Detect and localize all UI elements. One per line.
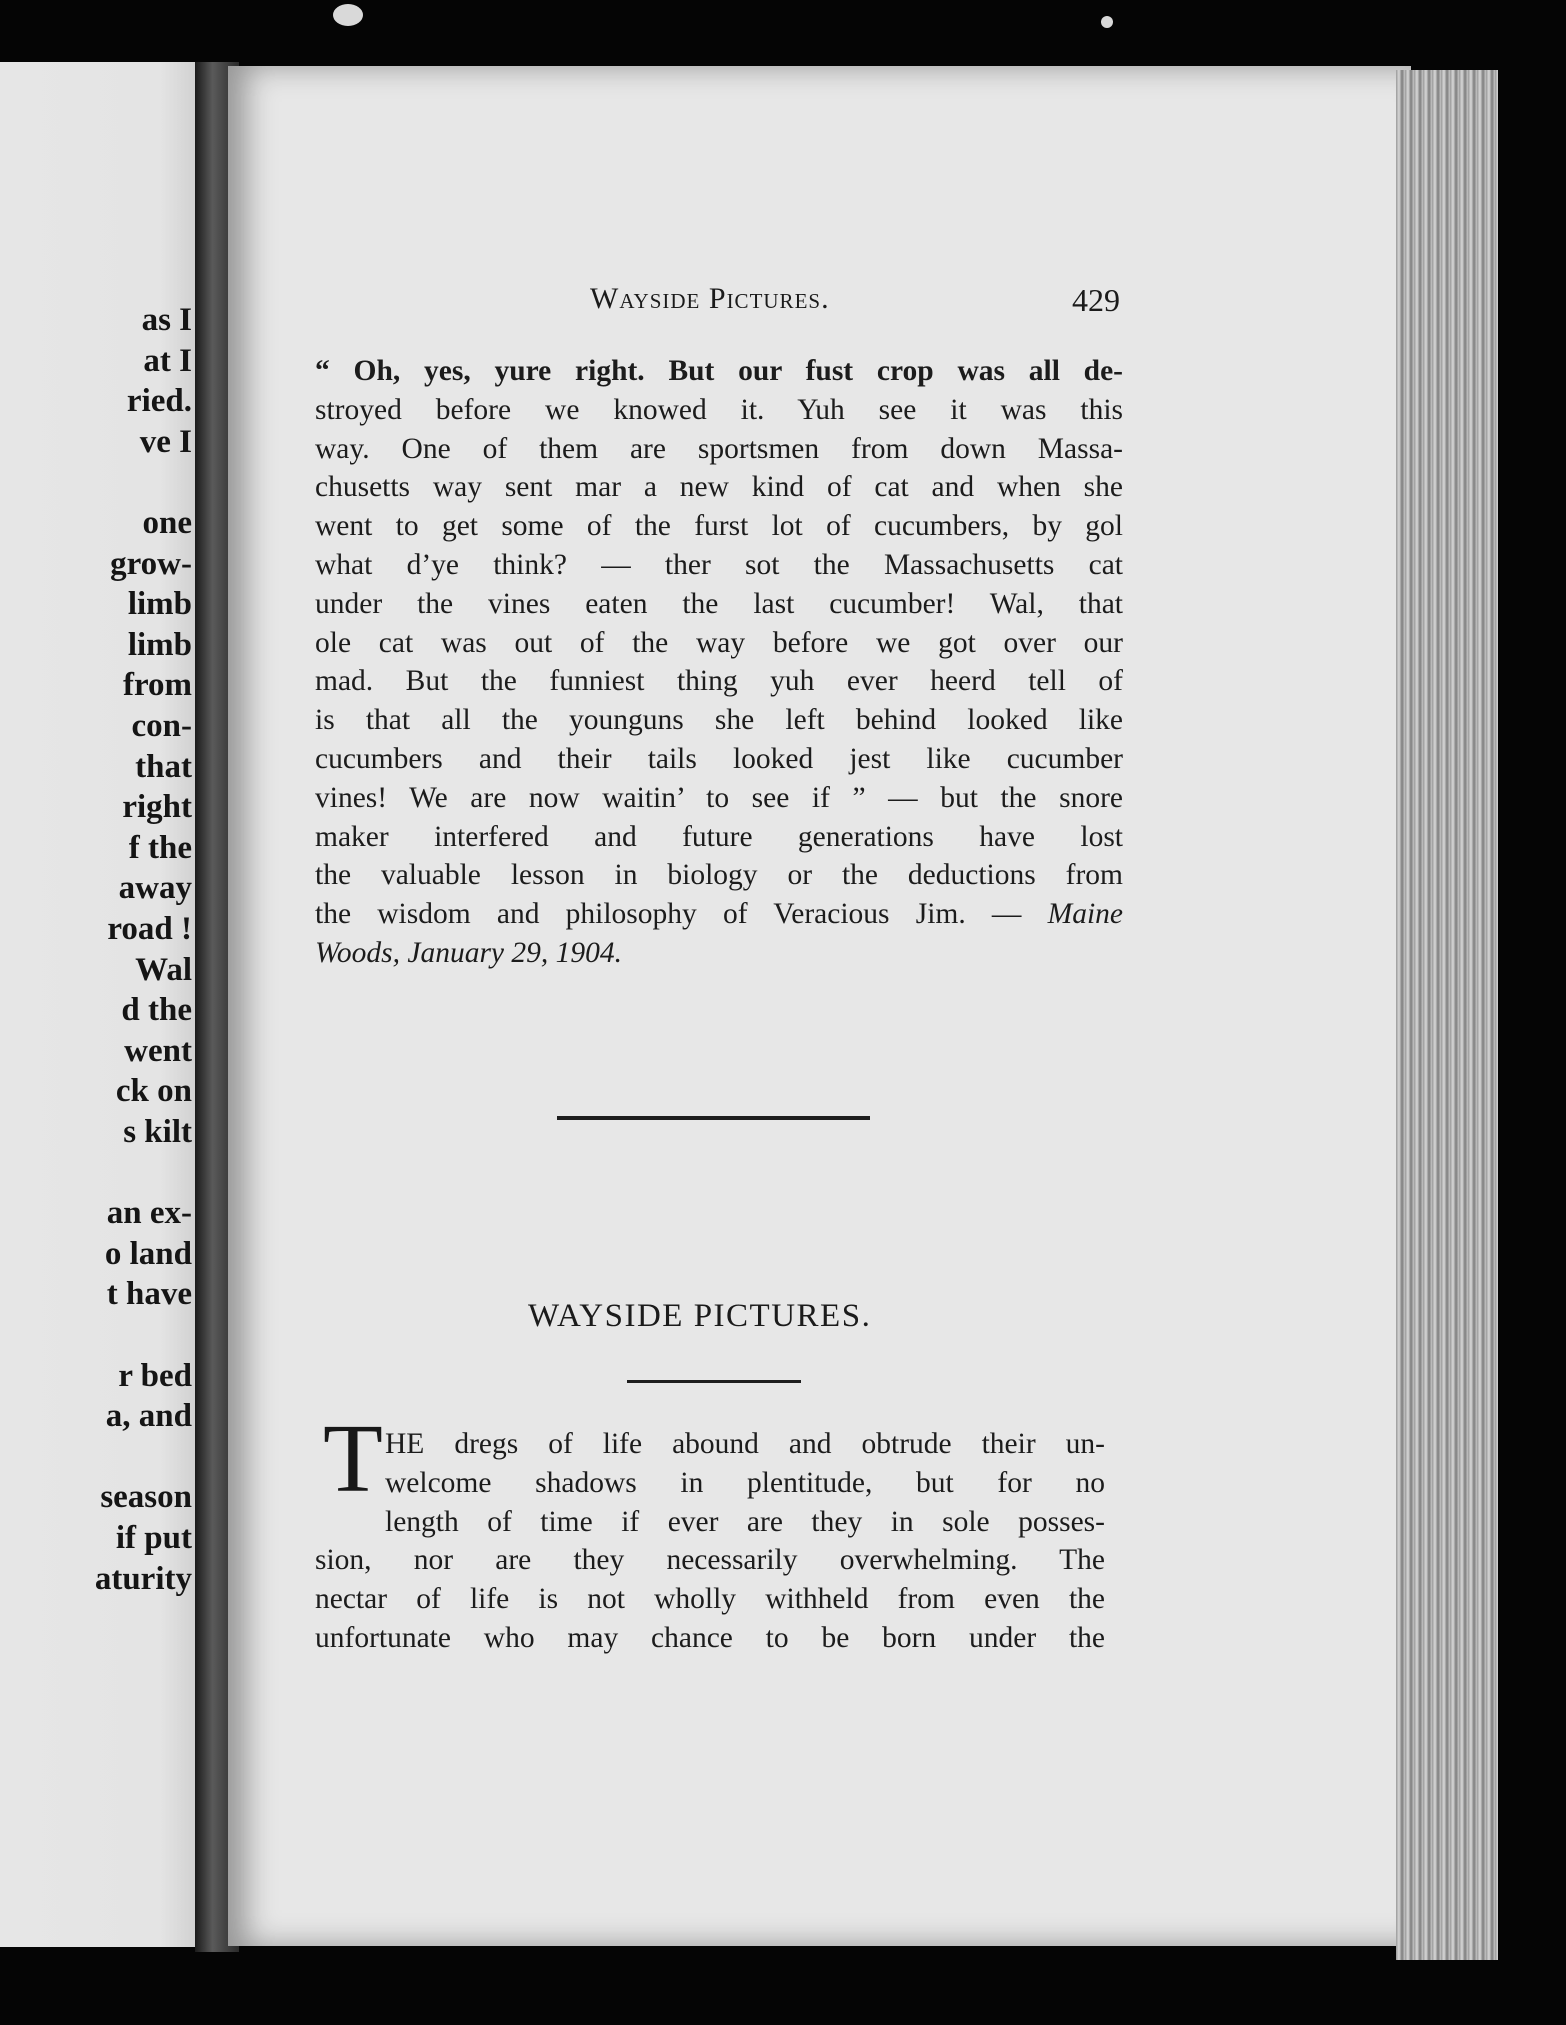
left-page-line: ck on xyxy=(115,1073,192,1110)
text-line: vines! We are now waitin’ to see if ” — but the snore xyxy=(315,781,1123,814)
left-page-line: as I xyxy=(141,302,192,338)
text-line-with-source xyxy=(315,895,1123,934)
opening-paragraph xyxy=(315,1425,1105,1658)
text-line: under the vines eaten the last cucumber! Wal, that xyxy=(315,587,1123,620)
text-line: “ Oh, yes, yure right. But our fust crop was all de- xyxy=(315,355,1123,387)
drop-cap: T xyxy=(323,1405,383,1513)
text-line: HE dregs of life abound and obtrude their un- xyxy=(385,1428,1105,1460)
left-page-line: right xyxy=(122,789,192,826)
left-page-line: at I xyxy=(143,342,192,379)
text-line: length of time if ever are they in sole posses- xyxy=(385,1505,1105,1538)
text-line: maker interfered and future generations have lost xyxy=(315,820,1123,853)
left-page-line: ried. xyxy=(126,383,192,420)
text-line: cucumbers and their tails looked jest like cucumber xyxy=(315,742,1123,775)
text-line: unfortunate who may chance to be born under the xyxy=(315,1621,1105,1654)
left-page-line: that xyxy=(135,748,192,785)
running-head xyxy=(590,282,830,316)
left-page-line: grow- xyxy=(110,545,192,582)
source-citation-line xyxy=(315,934,1123,973)
source-citation-part1: Maine xyxy=(1047,898,1123,931)
left-page-line: d the xyxy=(121,992,192,1029)
text-line: stroyed before we knowed it. Yuh see it was this xyxy=(315,393,1123,426)
left-page-line: road ! xyxy=(107,911,192,947)
page-number: 429 xyxy=(1072,282,1120,318)
text-line: mad. But the funniest thing yuh ever heerd tell of xyxy=(315,665,1123,698)
left-page-line: an ex- xyxy=(106,1195,192,1232)
left-page-line: Wal xyxy=(135,951,192,988)
left-page-line: if put xyxy=(115,1520,192,1556)
text-line: ole cat was out of the way before we got over our xyxy=(315,626,1123,659)
left-page-line: o land xyxy=(104,1235,192,1272)
text-line: way. One of them are sportsmen from down Massa- xyxy=(315,432,1123,465)
left-page-line: limb xyxy=(127,586,192,623)
left-page-line: r bed xyxy=(118,1357,192,1394)
left-page-line: a, and xyxy=(105,1398,192,1435)
section-title: WAYSIDE PICTURES. xyxy=(528,1298,872,1334)
left-page-line: f the xyxy=(128,829,192,866)
left-page-line: season xyxy=(100,1479,192,1516)
left-page-fragment xyxy=(0,62,200,1947)
left-page-line: from xyxy=(122,667,192,704)
section-divider-rule xyxy=(557,1116,870,1120)
text-line: is that all the younguns she left behind looked like xyxy=(315,704,1123,737)
source-citation-part2: Woods, January 29, 1904. xyxy=(315,936,623,969)
page-edges xyxy=(1396,70,1498,1960)
left-page-line: went xyxy=(124,1032,192,1069)
left-page-line: away xyxy=(118,870,192,907)
scan-speck xyxy=(1101,16,1113,28)
left-page-line: t have xyxy=(106,1276,192,1313)
text-line: the wisdom and philosophy of Veracious Jim. — xyxy=(315,898,1022,931)
right-page xyxy=(228,66,1411,1946)
left-page-line: aturity xyxy=(94,1560,192,1597)
title-underline-rule xyxy=(627,1380,801,1383)
text-line: welcome shadows in plentitude, but for no xyxy=(385,1466,1105,1499)
scan-speck xyxy=(333,4,363,26)
text-line: sion, nor are they necessarily overwhelming. The xyxy=(315,1544,1105,1577)
left-page-line: one xyxy=(142,505,192,541)
text-line: nectar of life is not wholly withheld from even the xyxy=(315,1583,1105,1616)
left-page-line: limb xyxy=(127,626,192,663)
left-page-line: ve I xyxy=(139,423,192,460)
text-line: chusetts way sent mar a new kind of cat and when she xyxy=(315,471,1123,504)
text-line: the valuable lesson in biology or the deductions from xyxy=(315,859,1123,892)
text-line: what d’ye think? — ther sot the Massachusetts cat xyxy=(315,548,1123,581)
story-text xyxy=(315,352,1123,973)
running-head-text: Wayside Pictures. xyxy=(590,282,830,315)
text-line: went to get some of the furst lot of cucumbers, by gol xyxy=(315,510,1123,543)
left-page-line: s kilt xyxy=(123,1114,192,1150)
left-page-line: con- xyxy=(131,708,192,744)
